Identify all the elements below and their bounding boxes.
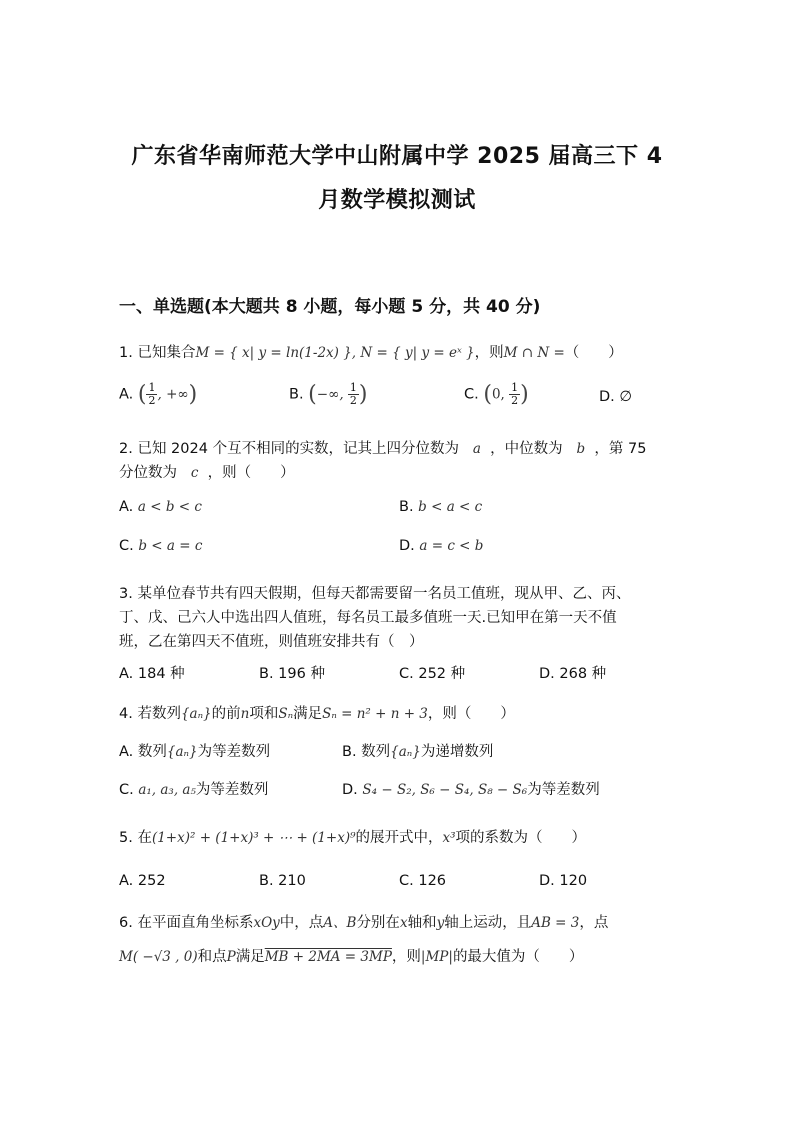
q2-option-d xyxy=(399,538,483,554)
option-math: a = c < b xyxy=(419,538,484,554)
q1-prefix: 1. 已知集合 xyxy=(119,345,196,361)
option-math: a₁, a₃, a₅ xyxy=(138,782,196,798)
option-text: 为等差数列 xyxy=(197,744,271,760)
option-text: 为等差数列 xyxy=(195,782,269,798)
q4-option-a xyxy=(119,740,270,761)
fraction: $\frac{1}{2}$ xyxy=(511,381,519,407)
page-title-line-2: 月数学模拟测试 xyxy=(318,188,476,213)
question-5 xyxy=(119,826,586,847)
q6-math: A、B xyxy=(323,915,357,931)
option-math: b < a = c xyxy=(138,538,203,554)
q2-var-c: c xyxy=(190,465,199,481)
option-math: S₄ − S₂, S₆ − S₄, S₈ − S₆ xyxy=(362,782,528,798)
q2-option-c xyxy=(119,538,202,554)
option-label: A. 数列 xyxy=(119,744,167,760)
fraction-denominator: 2 xyxy=(148,394,156,407)
q1-blank: （ ） xyxy=(564,345,623,361)
q6-text: 和点 xyxy=(197,949,227,965)
q6-text: 6. 在平面直角坐标系 xyxy=(119,915,254,931)
q5-option-a: A. 252 xyxy=(119,873,166,889)
section-heading: 一、单选题(本大题共 8 小题，每小题 5 分，共 40 分) xyxy=(119,297,541,317)
q6-math: AB = 3 xyxy=(531,915,580,931)
option-math: b < a < c xyxy=(418,499,483,515)
q2-text: ，中位数为 xyxy=(490,441,563,457)
option-math: {aₙ} xyxy=(166,744,198,760)
q4-option-b xyxy=(342,740,493,761)
question-3-line-2: 丁、戊、己六人中选出四人值班，每名员工最多值班一天.已知甲在第一天不值 xyxy=(119,610,617,626)
fraction-denominator: 2 xyxy=(511,394,519,407)
option-text: 为等差数列 xyxy=(527,782,600,798)
option-label: C. xyxy=(464,386,479,403)
q6-math: x xyxy=(399,915,408,931)
option-label: C. xyxy=(119,538,134,554)
q3-option-d: D. 268 种 xyxy=(539,666,607,682)
option-label: A. xyxy=(119,499,134,515)
question-6-line-1 xyxy=(119,911,608,932)
q4-text: 4. 若数列 xyxy=(119,706,181,722)
q4-sum: Sₙ xyxy=(278,706,294,722)
q2-text: ，则（ ） xyxy=(207,465,295,481)
option-text: 为递增数列 xyxy=(420,744,494,760)
q6-math: P xyxy=(226,949,236,965)
q1-option-a: A. ( $\frac{1}{2}$ , +∞) xyxy=(119,381,198,407)
q5-option-d: D. 120 xyxy=(539,873,588,889)
question-6-line-2 xyxy=(119,945,583,966)
empty-set-symbol: ∅ xyxy=(619,389,633,405)
q6-text: ，点 xyxy=(579,915,609,931)
question-3-line-3: 班，乙在第四天不值班，则值班安排共有（ ） xyxy=(119,634,424,650)
question-2-line-2 xyxy=(119,461,295,482)
option-label: D. xyxy=(399,538,415,554)
option-label: B. 数列 xyxy=(342,744,391,760)
q1-option-b: B. (−∞, $\frac{1}{2}$ ) xyxy=(289,381,368,407)
q4-option-c xyxy=(119,778,268,799)
q6-text: 分别在 xyxy=(356,915,400,931)
q6-text: 轴和 xyxy=(407,915,437,931)
q3-option-a: A. 184 种 xyxy=(119,666,185,682)
q6-text: ，则 xyxy=(391,949,421,965)
q4-text: 的前 xyxy=(211,706,241,722)
q5-text: 的展开式中， xyxy=(355,830,443,846)
option-label: D. xyxy=(342,782,358,798)
q5-expression: (1+x)² + (1+x)³ + ⋯ + (1+x)⁹ xyxy=(151,830,356,846)
option-math: {aₙ} xyxy=(390,744,421,760)
question-4 xyxy=(119,702,515,723)
q5-option-c: C. 126 xyxy=(399,873,447,889)
fraction-denominator: 2 xyxy=(349,394,357,407)
q1-option-c-start: 0, xyxy=(491,386,510,403)
q4-formula: Sₙ = n² + n + 3 xyxy=(322,706,428,722)
option-label: C. xyxy=(119,782,134,798)
q5-term: x³ xyxy=(442,830,456,846)
option-label: A. xyxy=(119,386,134,403)
q2-var-b: b xyxy=(576,441,586,457)
question-1 xyxy=(119,341,623,362)
q4-text: 项和 xyxy=(249,706,279,722)
q6-text: 轴上运动，且 xyxy=(444,915,532,931)
q6-text: 的最大值为（ ） xyxy=(452,949,584,965)
q3-option-b: B. 196 种 xyxy=(259,666,325,682)
q4-text: ，则（ ） xyxy=(427,706,515,722)
q2-option-b xyxy=(399,499,482,515)
q1-set-expression: M = { x| y = ln(1-2x) }, N = { y| y = eˣ } xyxy=(195,345,475,361)
q4-sequence: {aₙ} xyxy=(180,706,212,722)
q2-text: 2. 已知 2024 个互不相同的实数，记其上四分位数为 xyxy=(119,441,460,457)
q4-option-d xyxy=(342,778,600,799)
q6-text: 中，点 xyxy=(279,915,324,931)
q5-option-b: B. 210 xyxy=(259,873,306,889)
q1-option-b-start: −∞, xyxy=(316,386,348,403)
q1-intersection: M ∩ N = xyxy=(503,345,565,361)
q4-var-n: n xyxy=(240,706,250,722)
q3-option-c: C. 252 种 xyxy=(399,666,466,682)
q5-text: 5. 在 xyxy=(119,830,152,846)
q5-text: 项的系数为（ ） xyxy=(455,830,587,846)
q1-suffix: ，则 xyxy=(474,345,504,361)
q6-magnitude: |MP| xyxy=(420,949,453,965)
q6-math: M( −√3 , 0) xyxy=(119,949,198,965)
q2-var-a: a xyxy=(472,441,481,457)
q1-option-c: C. (0, $\frac{1}{2}$ ) xyxy=(464,381,529,407)
fraction: $\frac{1}{2}$ xyxy=(148,381,156,407)
q6-math: y xyxy=(436,915,445,931)
q6-vector-equation: MB + 2MA = 3MP xyxy=(264,949,392,965)
option-label: D. xyxy=(599,389,615,405)
q6-math: xOy xyxy=(253,915,280,931)
question-2-line-1 xyxy=(119,437,646,458)
q4-text: 满足 xyxy=(293,706,323,722)
q2-option-a xyxy=(119,499,202,515)
q1-option-d xyxy=(599,389,632,405)
option-label: B. xyxy=(399,499,414,515)
option-math: a < b < c xyxy=(137,499,202,515)
option-label: B. xyxy=(289,386,304,403)
question-3-line-1: 3. 某单位春节共有四天假期，但每天都需要留一名员工值班，现从甲、乙、丙、 xyxy=(119,586,631,602)
q1-option-a-rest: , +∞ xyxy=(157,386,189,403)
q2-text: ，第 75 xyxy=(594,441,647,457)
fraction: $\frac{1}{2}$ xyxy=(349,381,357,407)
q2-text: 分位数为 xyxy=(119,465,177,481)
q6-text: 满足 xyxy=(235,949,265,965)
page-title-line-1: 广东省华南师范大学中山附属中学 2025 届高三下 4 xyxy=(131,144,663,169)
